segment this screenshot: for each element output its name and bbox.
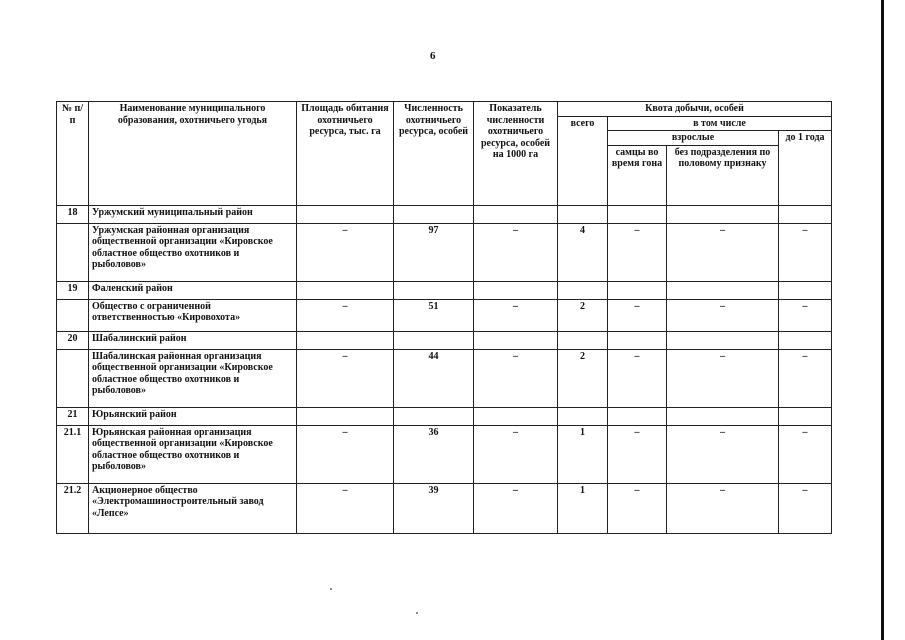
empty-cell [394,407,474,425]
district-row [57,281,832,299]
empty-cell [558,407,608,425]
row-name: Шабалинский район [89,331,297,349]
district-row [57,407,832,425]
empty-cell [474,281,558,299]
district-row [57,331,832,349]
header-adults: взрослые [608,131,779,146]
header-males: самцы во время гона [608,145,667,205]
row-area: – [297,349,394,407]
empty-cell [779,331,832,349]
row-no-sex: – [667,299,779,331]
row-no-sex: – [667,425,779,483]
row-num: 19 [57,281,89,299]
row-under1: – [779,483,832,533]
empty-cell [779,407,832,425]
row-total: 2 [558,299,608,331]
header-area: Площадь обитания охотничьего ресурса, тыс. га [297,102,394,206]
page-number: 6 [430,50,436,62]
row-name: Уржумский муниципальный район [89,205,297,223]
empty-cell [779,281,832,299]
row-density: – [474,349,558,407]
row-males: – [608,223,667,281]
row-total: 2 [558,349,608,407]
empty-cell [667,331,779,349]
empty-cell [779,205,832,223]
row-under1: – [779,425,832,483]
row-name: Шабалинская районная организация общественной организации «Кировское областное общество охотников и рыболовов» [89,349,297,407]
row-count: 97 [394,223,474,281]
empty-cell [394,281,474,299]
row-num: 21 [57,407,89,425]
scan-speck [330,588,332,590]
row-males: – [608,425,667,483]
row-name: Юрьянская районная организация общественной организации «Кировское областное общество охотников и рыболовов» [89,425,297,483]
empty-cell [297,281,394,299]
row-name: Юрьянский район [89,407,297,425]
row-count: 39 [394,483,474,533]
row-males: – [608,299,667,331]
row-males: – [608,483,667,533]
hunting-quota-table [56,101,832,534]
row-density: – [474,425,558,483]
row-males: – [608,349,667,407]
empty-cell [474,331,558,349]
header-num: № п/п [57,102,89,206]
empty-cell [394,205,474,223]
district-row [57,205,832,223]
empty-cell [608,281,667,299]
row-density: – [474,299,558,331]
row-area: – [297,425,394,483]
empty-cell [297,331,394,349]
row-total: 1 [558,425,608,483]
row-num [57,299,89,331]
header-count: Численность охотничьего ресурса, особей [394,102,474,206]
row-name: Фаленский район [89,281,297,299]
table-row [57,299,832,331]
row-area: – [297,483,394,533]
scan-speck [416,612,418,614]
table-row [57,483,832,533]
empty-cell [474,205,558,223]
empty-cell [608,407,667,425]
row-no-sex: – [667,223,779,281]
header-total: всего [558,116,608,205]
row-num [57,223,89,281]
empty-cell [667,281,779,299]
row-area: – [297,299,394,331]
row-no-sex: – [667,483,779,533]
row-no-sex: – [667,349,779,407]
empty-cell [297,407,394,425]
empty-cell [474,407,558,425]
row-density: – [474,223,558,281]
row-under1: – [779,299,832,331]
empty-cell [558,281,608,299]
empty-cell [558,331,608,349]
row-name: Уржумская районная организация общественной организации «Кировское областное общество охотников и рыболовов» [89,223,297,281]
row-count: 44 [394,349,474,407]
table-row [57,425,832,483]
row-name: Общество с ограниченной ответственностью «Кировохота» [89,299,297,331]
row-total: 4 [558,223,608,281]
row-count: 36 [394,425,474,483]
header-name: Наименование муниципального образования, охотничьего угодья [89,102,297,206]
row-density: – [474,483,558,533]
empty-cell [667,407,779,425]
header-density: Показатель численности охотничьего ресурса, особей на 1000 га [474,102,558,206]
table-body [57,205,832,533]
row-count: 51 [394,299,474,331]
table-row [57,223,832,281]
row-total: 1 [558,483,608,533]
row-area: – [297,223,394,281]
empty-cell [608,331,667,349]
table-row [57,349,832,407]
header-quota: Квота добычи, особей [558,102,832,117]
row-under1: – [779,223,832,281]
empty-cell [297,205,394,223]
row-under1: – [779,349,832,407]
row-num: 20 [57,331,89,349]
row-num: 21.1 [57,425,89,483]
header-including: в том числе [608,116,832,131]
page-edge-bar [881,0,884,640]
header-under1: до 1 года [779,131,832,206]
header-no-sex: без подразделения по половому признаку [667,145,779,205]
row-num: 18 [57,205,89,223]
row-name: Акционерное общество «Электромашиностроительный завод «Лепсе» [89,483,297,533]
empty-cell [558,205,608,223]
empty-cell [667,205,779,223]
row-num [57,349,89,407]
row-num: 21.2 [57,483,89,533]
empty-cell [608,205,667,223]
empty-cell [394,331,474,349]
